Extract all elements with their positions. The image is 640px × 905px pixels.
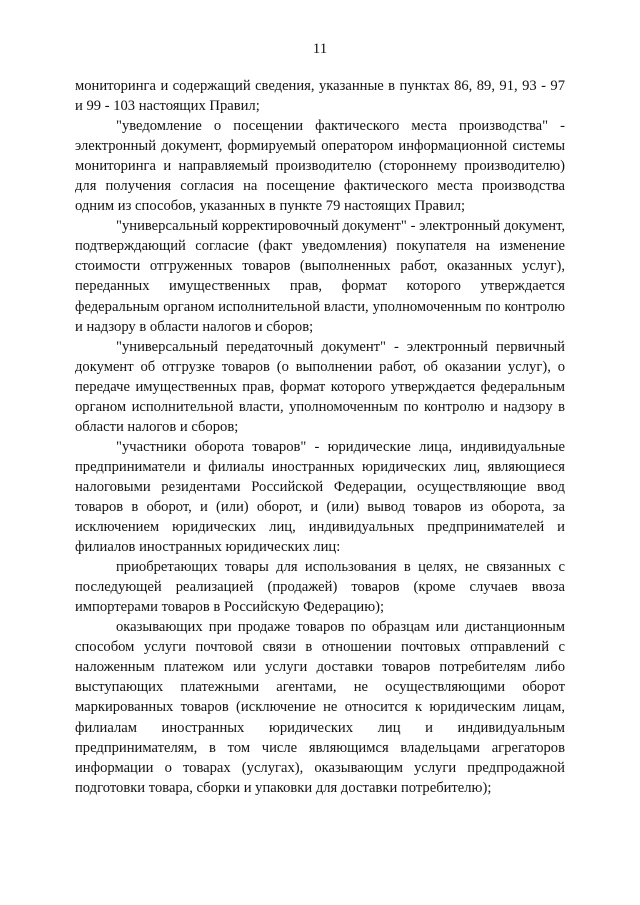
paragraph-definition-transfer-document: "универсальный передаточный документ" - электронный первичный документ об отгрузке товаров (о выполнении работ, об оказании услуг), о передаче имущественных прав, формат которого утверждается федеральным органом исполнительной власти, уполномоченным по контролю и надзору в области налогов и сборов; xyxy=(75,338,565,435)
paragraph-exception-delivery-services: оказывающих при продаже товаров по образцам или дистанционным способом услуги почтовой связи в отношении почтовых отправлений с наложенным платежом или услуги доставки товаров потребителям либо выступающих платежными агентами, не осуществляющими оборот маркированных товаров (исключение не относится к юридическим лицам, филиалам иностранных юридических лиц и индивидуальным предпринимателям, в том числе являющимся владельцами агрегаторов информации о товарах (услугах), оказывающим услуги предпродажной подготовки товара, сборки и упаковки для доставки потребителю); xyxy=(75,619,565,796)
document-body xyxy=(75,76,565,798)
paragraph-definition-corrective-document: "универсальный корректировочный документ" - электронный документ, подтверждающий согласие (факт уведомления) покупателя на изменение стоимости отгруженных товаров (выполненных работ, оказанных услуг), переданных имущественных прав, формат которого утверждается федеральным органом исполнительной власти, уполномоченным по контролю и надзору в области налогов и сборов; xyxy=(75,218,565,335)
paragraph-continuation: мониторинга и содержащий сведения, указанные в пунктах 86, 89, 91, 93 - 97 и 99 - 103 настоящих Правил; xyxy=(75,78,565,115)
paragraph-definition-inspection-notice: "уведомление о посещении фактического места производства" - электронный документ, формируемый оператором информационной системы мониторинга и направляемый производителю (стороннему производителю) для получения согласия на посещение фактического места производства одним из способов, указанных в пункте 79 настоящих Правил; xyxy=(75,118,565,215)
page-number: 11 xyxy=(312,41,328,57)
paragraph-definition-trade-participants: "участники оборота товаров" - юридические лица, индивидуальные предприниматели и филиалы иностранных юридических лиц, являющиеся налоговыми резидентами Российской Федерации, осуществляющие ввод товаров в оборот, и (или) оборот, и (или) вывод товаров из оборота, за исключением юридических лиц, индивидуальных предпринимателей и филиалов иностранных юридических лиц: xyxy=(75,438,565,556)
paragraph-exception-own-use: приобретающих товары для использования в целях, не связанных с последующей реализацией (продажей) товаров (кроме случаев ввоза импортерами товаров в Российскую Федерацию); xyxy=(75,559,565,616)
